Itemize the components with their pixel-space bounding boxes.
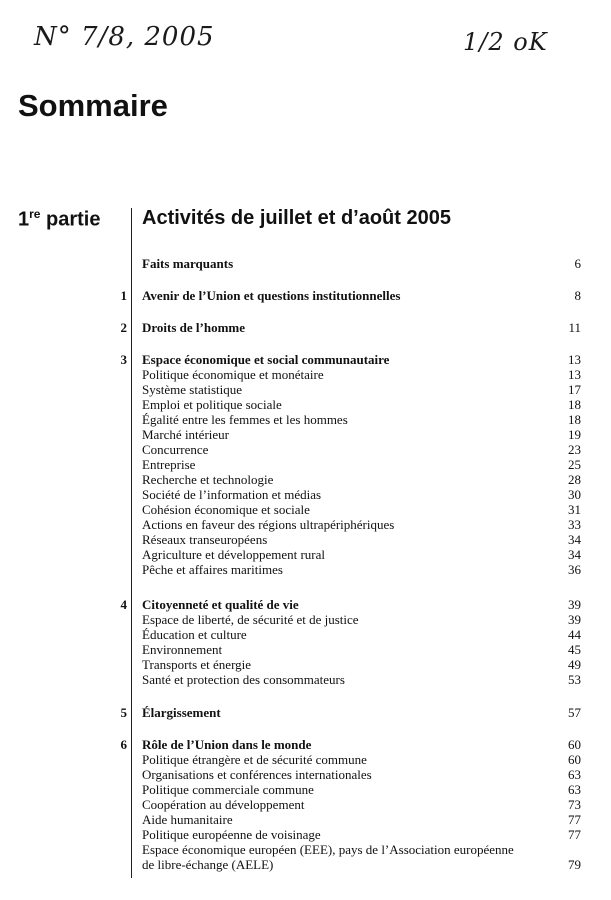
toc-entry-title: Coopération au développement — [142, 797, 305, 812]
toc-entry-title: Recherche et technologie — [142, 472, 274, 487]
toc-entry-page: 79 — [568, 857, 581, 872]
toc-entry-number: 2 — [120, 320, 127, 335]
toc-entry-title: Cohésion économique et sociale — [142, 502, 310, 517]
toc-entry-page: 34 — [568, 532, 581, 547]
toc-entry-title: Organisations et conférences internationales — [142, 767, 372, 782]
toc-entry-number: 6 — [120, 737, 127, 752]
toc-entry-number: 1 — [120, 288, 127, 303]
toc-entry-page: 8 — [574, 288, 581, 303]
toc-entry-page: 13 — [568, 352, 581, 367]
page-title: Sommaire — [18, 88, 168, 123]
toc-entry-title: Égalité entre les femmes et les hommes — [142, 412, 348, 427]
toc-entry-title: Concurrence — [142, 442, 209, 457]
toc-entry-page: 60 — [568, 752, 581, 767]
toc-entry-number: 5 — [120, 705, 127, 720]
toc-entry-page: 60 — [568, 737, 581, 752]
toc-entry-title: de libre-échange (AELE) — [142, 857, 274, 872]
toc-entry-number: 3 — [120, 352, 127, 367]
toc-entry-title: Actions en faveur des régions ultrapériphériques — [142, 517, 395, 532]
toc-entry-title: Rôle de l’Union dans le monde — [142, 737, 312, 752]
toc-entry-page: 30 — [568, 487, 581, 502]
toc-entry-title: Espace de liberté, de sécurité et de justice — [142, 612, 359, 627]
toc-entry-page: 13 — [568, 367, 581, 382]
toc-entry-title: Politique étrangère et de sécurité commune — [142, 752, 367, 767]
toc-entry-title: Élargissement — [142, 705, 221, 720]
toc-entry-title: Environnement — [142, 642, 223, 657]
toc-entry-title: Santé et protection des consommateurs — [142, 672, 345, 687]
toc-entry-page: 77 — [568, 812, 581, 827]
toc-entry-page: 45 — [568, 642, 581, 657]
toc-entry-title: Système statistique — [142, 382, 243, 397]
part-label-number: 1 — [18, 208, 30, 231]
toc-entry-page: 11 — [568, 320, 581, 335]
toc-entry-title: Entreprise — [142, 457, 196, 472]
handwritten-note-left: N° 7/8, 2005 — [34, 22, 215, 52]
toc-entry-page: 18 — [568, 412, 581, 427]
toc-entry-title: Faits marquants — [142, 256, 234, 271]
part-title: Activités de juillet et d’août 2005 — [142, 207, 451, 229]
toc-entry-page: 19 — [568, 427, 581, 442]
toc-entry-page: 57 — [568, 705, 581, 720]
toc-entry-title: Transports et énergie — [142, 657, 252, 672]
toc-entry-title: Politique européenne de voisinage — [142, 827, 321, 842]
toc-entry-page: 39 — [568, 612, 581, 627]
toc-entry-number: 4 — [120, 597, 127, 612]
toc-entry-page: 77 — [568, 827, 581, 842]
toc-entry-page: 53 — [568, 672, 581, 687]
toc-entry-title: Citoyenneté et qualité de vie — [142, 597, 299, 612]
toc-entry-page: 25 — [568, 457, 581, 472]
toc-entry-title: Pêche et affaires maritimes — [142, 562, 283, 577]
toc-entry-page: 23 — [568, 442, 581, 457]
toc-entry-title: Agriculture et développement rural — [142, 547, 326, 562]
toc-entry-page: 36 — [568, 562, 581, 577]
part-label-superscript: re — [29, 207, 41, 221]
toc-entry-title: Avenir de l’Union et questions institutionnelles — [142, 288, 401, 303]
toc-entry-title: Politique commerciale commune — [142, 782, 314, 797]
toc-entry-title: Éducation et culture — [142, 627, 247, 642]
toc-entry-page: 63 — [568, 782, 581, 797]
toc-entry-page: 18 — [568, 397, 581, 412]
toc-entry-page: 33 — [568, 517, 581, 532]
toc-entry-title: Espace économique européen (EEE), pays de l’Association européenne — [142, 842, 514, 857]
toc-entry-title: Politique économique et monétaire — [142, 367, 324, 382]
toc-entry-title: Aide humanitaire — [142, 812, 233, 827]
toc-entry-page: 17 — [568, 382, 581, 397]
toc-entry-page: 63 — [568, 767, 581, 782]
toc-entry-title: Droits de l’homme — [142, 320, 246, 335]
toc-entry-title: Emploi et politique sociale — [142, 397, 282, 412]
handwritten-note-right: 1/2 oK — [463, 28, 548, 56]
toc-entry-page: 31 — [568, 502, 581, 517]
toc-entry-page: 39 — [568, 597, 581, 612]
toc-entry-title: Réseaux transeuropéens — [142, 532, 268, 547]
part-label-word: partie — [40, 208, 101, 231]
toc-entry-page: 44 — [568, 627, 581, 642]
toc-entry-title: Société de l’information et médias — [142, 487, 322, 502]
toc-entry-title: Marché intérieur — [142, 427, 229, 442]
toc-entry-title: Espace économique et social communautaire — [142, 352, 390, 367]
toc-entry-page: 34 — [568, 547, 581, 562]
toc-entry-page: 28 — [568, 472, 581, 487]
toc-entry-page: 49 — [568, 657, 581, 672]
toc-entry-page: 73 — [568, 797, 581, 812]
toc-entry-page: 6 — [574, 256, 581, 271]
